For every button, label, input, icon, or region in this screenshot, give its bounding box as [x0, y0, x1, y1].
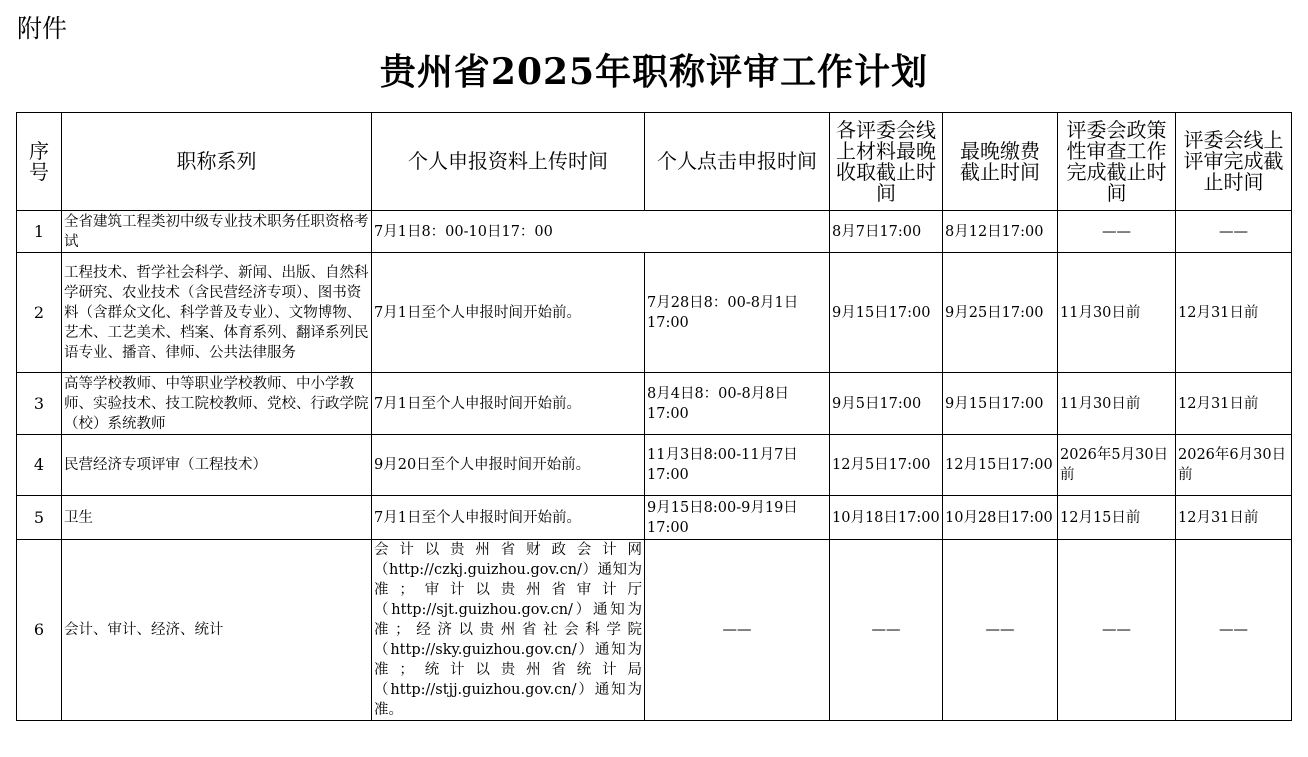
- cell-click-time: 8月4日8：00-8月8日17:00: [645, 373, 830, 435]
- cell-series: 会计、审计、经济、统计: [62, 540, 372, 721]
- header-upload-time: 个人申报资料上传时间: [372, 113, 645, 211]
- notice-line: 准；经济以贵州省社会科学院: [374, 622, 642, 638]
- cell-upload-time: 7月1日8：00-10日17：00: [372, 211, 830, 253]
- header-row: [17, 113, 1292, 211]
- header-receive-deadline: 各评委会线上材料最晚收取截止时间: [830, 113, 943, 211]
- notice-line: 准。: [374, 702, 403, 718]
- table-row: [17, 540, 1292, 721]
- notice-line: （http://sky.guizhou.gov.cn/）通知为: [374, 642, 642, 658]
- notice-line: （http://czkj.guizhou.gov.cn/）通知为: [374, 562, 642, 578]
- cell-online-review-deadline: ——: [1176, 540, 1292, 721]
- table-row: [17, 253, 1292, 373]
- header-seq: 序号: [17, 113, 62, 211]
- notice-line: （http://sjt.guizhou.gov.cn/）通知为: [374, 602, 642, 618]
- cell-click-time: 7月28日8：00-8月1日17:00: [645, 253, 830, 373]
- cell-upload-time: 7月1日至个人申报时间开始前。: [372, 373, 645, 435]
- cell-fee-deadline: 12月15日17:00: [943, 435, 1058, 496]
- document-title: 贵州省2025年职称评审工作计划: [379, 51, 929, 93]
- cell-upload-notice: [372, 540, 645, 721]
- cell-online-review-deadline: ——: [1176, 211, 1292, 253]
- cell-fee-deadline: 10月28日17:00: [943, 496, 1058, 540]
- cell-receive-deadline: 9月5日17:00: [830, 373, 943, 435]
- cell-policy-review-deadline: ——: [1058, 540, 1176, 721]
- cell-receive-deadline: 12月5日17:00: [830, 435, 943, 496]
- header-series: 职称系列: [62, 113, 372, 211]
- plan-table: [16, 112, 1292, 721]
- table-row: [17, 435, 1292, 496]
- cell-policy-review-deadline: 11月30日前: [1058, 253, 1176, 373]
- cell-policy-review-deadline: 2026年5月30日前: [1058, 435, 1176, 496]
- cell-series: 全省建筑工程类初中级专业技术职务任职资格考试: [62, 211, 372, 253]
- table-row: [17, 211, 1292, 253]
- table-row: [17, 496, 1292, 540]
- cell-fee-deadline: 8月12日17:00: [943, 211, 1058, 253]
- cell-upload-time: 7月1日至个人申报时间开始前。: [372, 253, 645, 373]
- cell-seq: 2: [17, 253, 62, 373]
- header-online-review-deadline: 评委会线上评审完成截止时间: [1176, 113, 1292, 211]
- notice-line: 准；统计以贵州省统计局: [374, 662, 642, 678]
- cell-receive-deadline: 8月7日17:00: [830, 211, 943, 253]
- cell-series: 工程技术、哲学社会科学、新闻、出版、自然科学研究、农业技术（含民营经济专项）、图书资料（含群众文化、科学普及专业）、文物博物、艺术、工艺美术、档案、体育系列、翻译系列民语专业、播音、律师、公共法律服务: [62, 253, 372, 373]
- table-row: [17, 373, 1292, 435]
- cell-fee-deadline: 9月25日17:00: [943, 253, 1058, 373]
- notice-line: 准；审计以贵州省审计厅: [374, 582, 642, 598]
- header-fee-deadline: 最晚缴费截止时间: [943, 113, 1058, 211]
- cell-receive-deadline: 10月18日17:00: [830, 496, 943, 540]
- attachment-label: 附件: [17, 14, 68, 43]
- cell-policy-review-deadline: 12月15日前: [1058, 496, 1176, 540]
- cell-online-review-deadline: 12月31日前: [1176, 253, 1292, 373]
- cell-click-time: ——: [645, 540, 830, 721]
- cell-upload-time: 7月1日至个人申报时间开始前。: [372, 496, 645, 540]
- cell-online-review-deadline: 2026年6月30日前: [1176, 435, 1292, 496]
- cell-series: 民营经济专项评审（工程技术）: [62, 435, 372, 496]
- cell-series: 卫生: [62, 496, 372, 540]
- cell-seq: 3: [17, 373, 62, 435]
- cell-online-review-deadline: 12月31日前: [1176, 373, 1292, 435]
- cell-click-time: 11月3日8:00-11月7日17:00: [645, 435, 830, 496]
- cell-seq: 6: [17, 540, 62, 721]
- cell-seq: 5: [17, 496, 62, 540]
- notice-line: （http://stjj.guizhou.gov.cn/）通知为: [374, 682, 642, 698]
- cell-fee-deadline: ——: [943, 540, 1058, 721]
- cell-seq: 4: [17, 435, 62, 496]
- cell-seq: 1: [17, 211, 62, 253]
- cell-click-time: 9月15日8:00-9月19日17:00: [645, 496, 830, 540]
- cell-online-review-deadline: 12月31日前: [1176, 496, 1292, 540]
- header-policy-review-deadline: 评委会政策性审查工作完成截止时间: [1058, 113, 1176, 211]
- cell-receive-deadline: 9月15日17:00: [830, 253, 943, 373]
- cell-series: 高等学校教师、中等职业学校教师、中小学教师、实验技术、技工院校教师、党校、行政学院（校）系统教师: [62, 373, 372, 435]
- cell-receive-deadline: ——: [830, 540, 943, 721]
- cell-fee-deadline: 9月15日17:00: [943, 373, 1058, 435]
- cell-policy-review-deadline: 11月30日前: [1058, 373, 1176, 435]
- cell-upload-time: 9月20日至个人申报时间开始前。: [372, 435, 645, 496]
- header-click-time: 个人点击申报时间: [645, 113, 830, 211]
- notice-line: 会计以贵州省财政会计网: [374, 542, 642, 558]
- cell-policy-review-deadline: ——: [1058, 211, 1176, 253]
